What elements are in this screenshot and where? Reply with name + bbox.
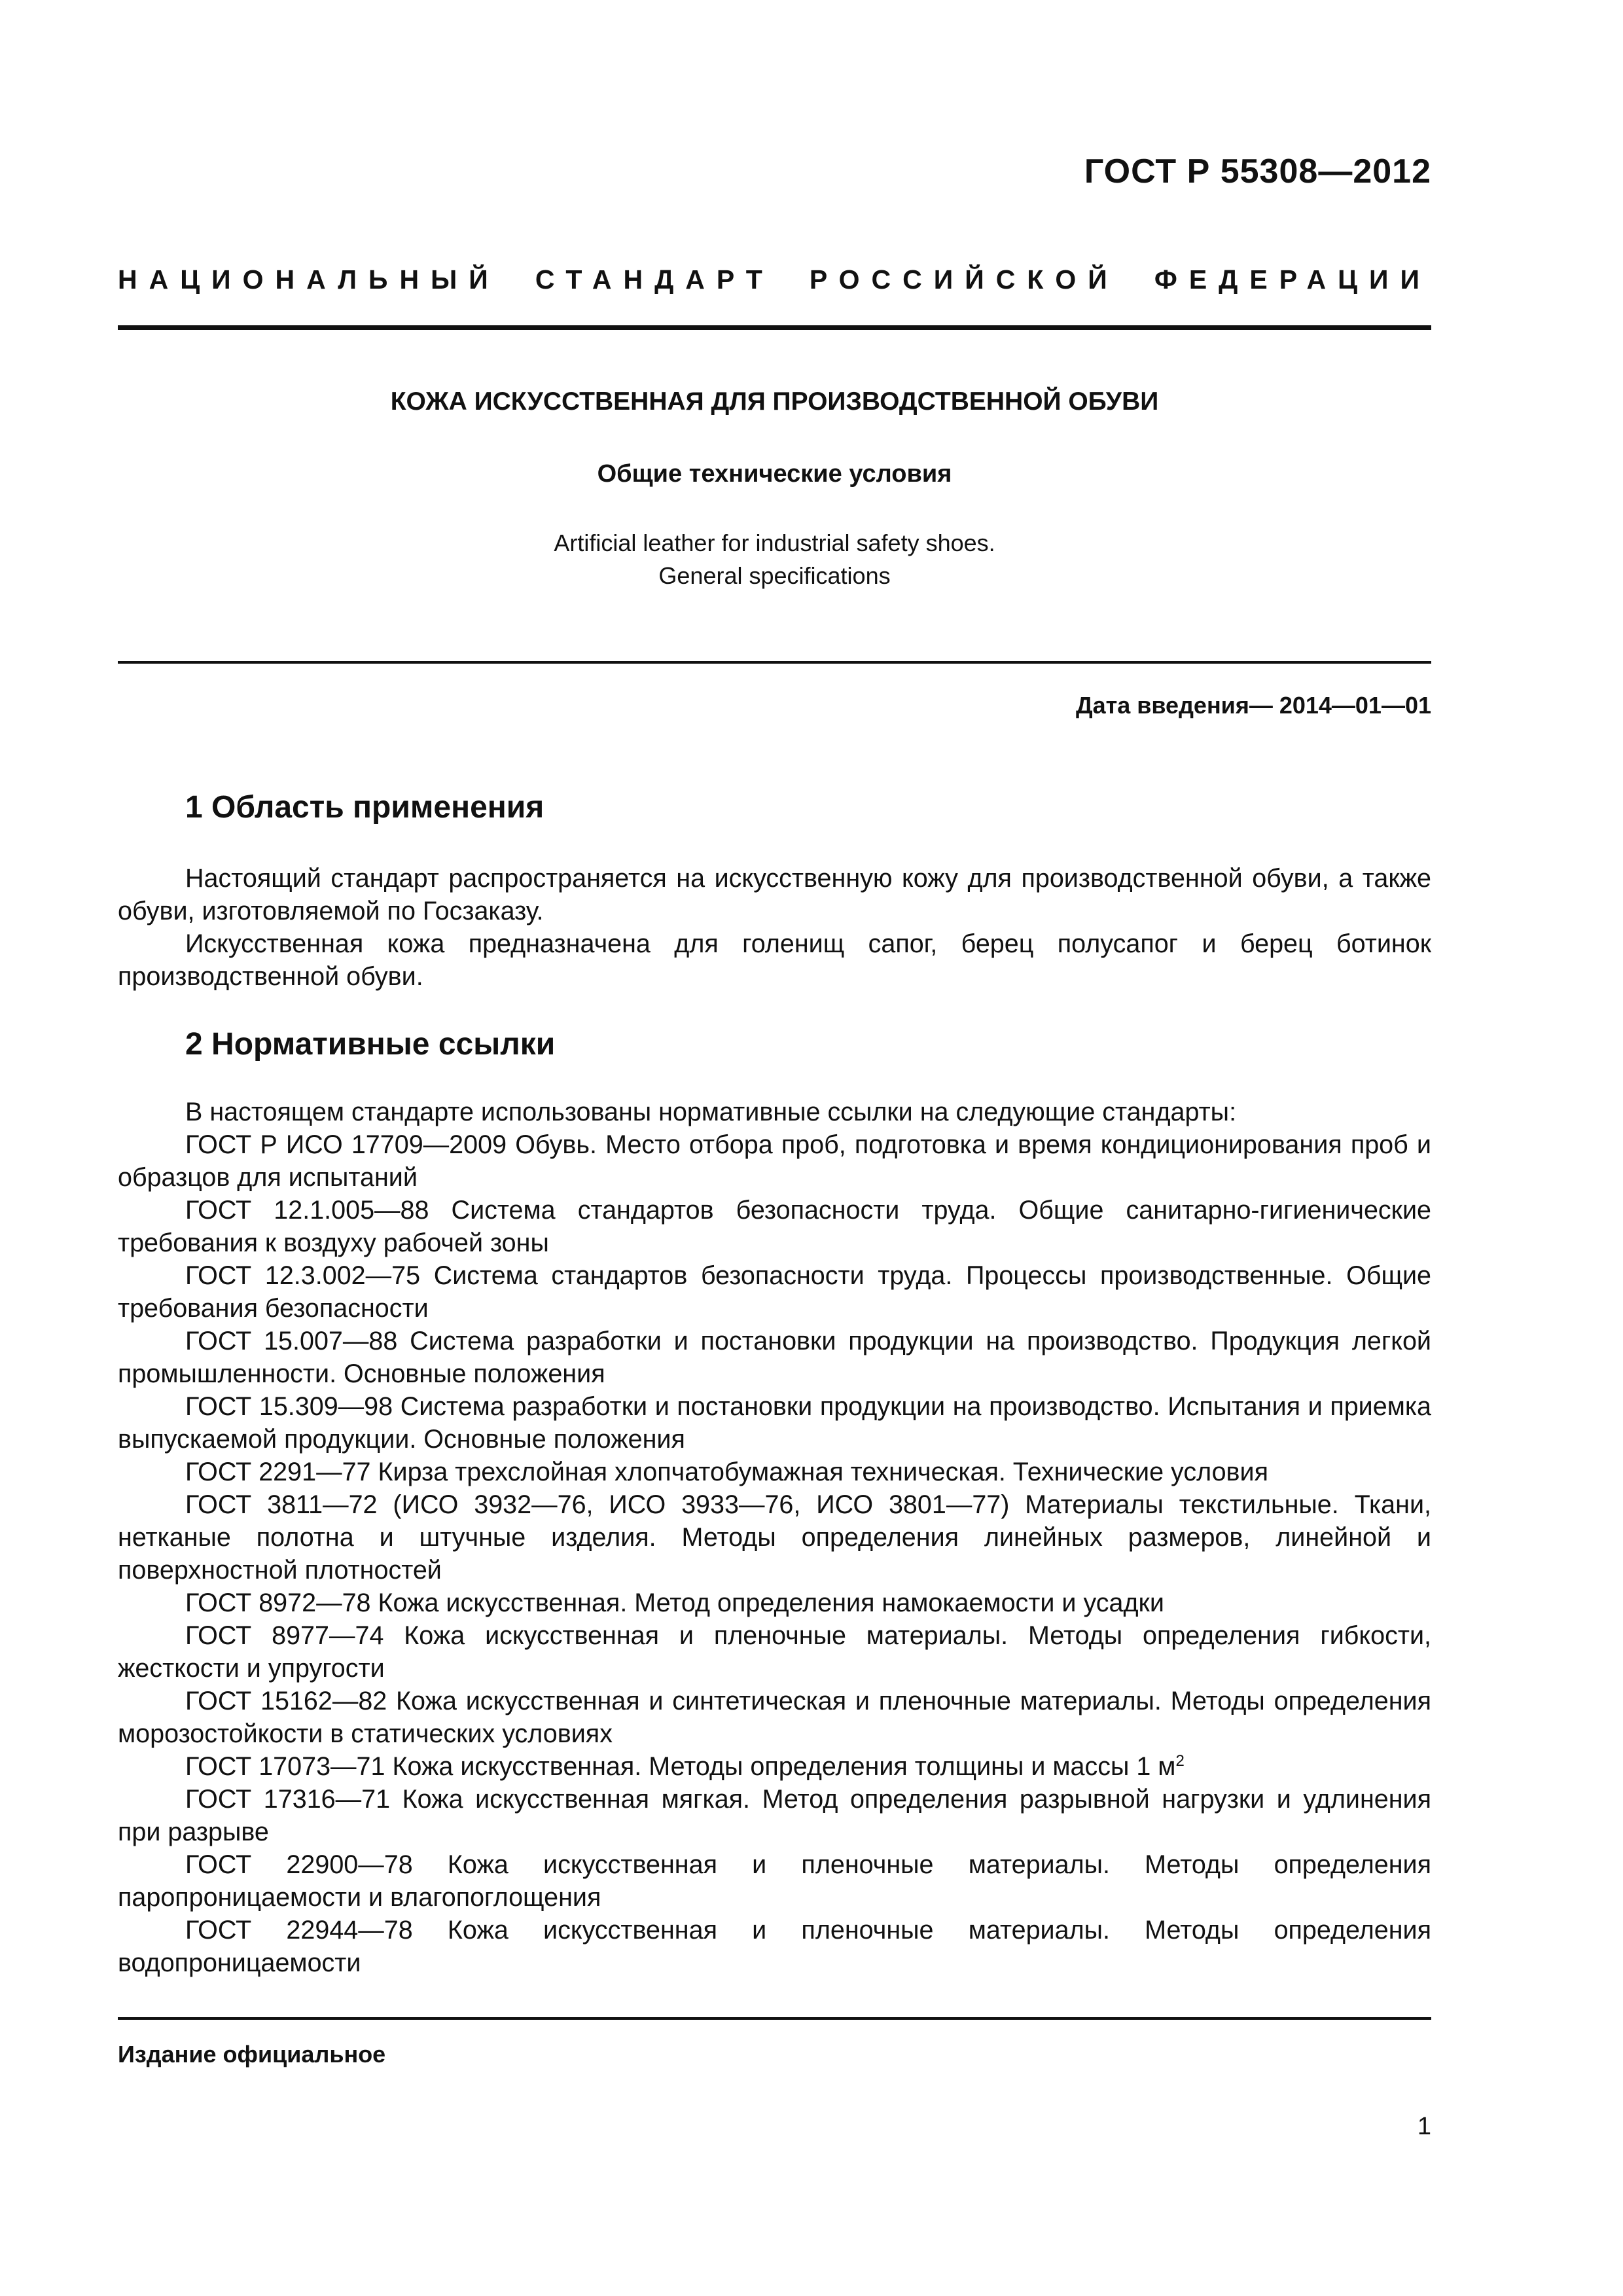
page-number: 1 <box>1417 2113 1431 2140</box>
reference-item: ГОСТ 8972—78 Кожа искусственная. Метод определения намокаемости и усадки <box>185 1588 1164 1617</box>
reference-item: ГОСТ 2291—77 Кирза трехслойная хлопчатобумажная техническая. Технические условия <box>185 1458 1268 1486</box>
banner-word: ФЕДЕРАЦИИ <box>1154 264 1431 295</box>
reference-item: ГОСТ 12.3.002—75 Система стандартов безопасности труда. Процессы производственные. Общие требования безопасности <box>118 1261 1431 1323</box>
reference-text: ГОСТ 17073—71 Кожа искусственная. Методы определения толщины и массы 1 м <box>185 1752 1176 1781</box>
reference-item: ГОСТ 15162—82 Кожа искусственная и синтетическая и пленочные материалы. Методы определения морозостойкости в статических условиях <box>118 1687 1431 1748</box>
reference-item: ГОСТ 8977—74 Кожа искусственная и пленочные материалы. Методы определения гибкости, жесткости и упругости <box>118 1621 1431 1683</box>
reference-item: ГОСТ 15.007—88 Система разработки и постановки продукции на производство. Продукция легкой промышленности. Основные положения <box>118 1327 1431 1388</box>
document-subtitle: Общие технические условия <box>597 460 952 488</box>
paragraph: Искусственная кожа предназначена для голенищ сапог, берец полусапог и берец ботинок производственной обуви. <box>118 929 1431 991</box>
reference-item <box>118 1750 1431 1783</box>
banner-word: НАЦИОНАЛЬНЫЙ <box>118 264 500 295</box>
banner-word: РОССИЙСКОЙ <box>809 264 1119 295</box>
document-title: КОЖА ИСКУССТВЕННАЯ ДЛЯ ПРОИЗВОДСТВЕННОЙ ОБУВИ <box>390 387 1159 416</box>
gost-number: ГОСТ Р 55308—2012 <box>1084 152 1431 190</box>
reference-item: ГОСТ 22944—78 Кожа искусственная и пленочные материалы. Методы определения водопроницаемости <box>118 1916 1431 1977</box>
section-heading: 1 Область применения <box>185 790 544 825</box>
reference-item: ГОСТ 15.309—98 Система разработки и постановки продукции на производство. Испытания и приемка выпускаемой продукции. Основные положения <box>118 1392 1431 1454</box>
section-heading: 2 Нормативные ссылки <box>185 1027 556 1062</box>
official-edition-label: Издание официальное <box>118 2041 386 2068</box>
superscript: 2 <box>1175 1751 1185 1770</box>
banner-word: СТАНДАРТ <box>535 264 774 295</box>
paragraph: В настоящем стандарте использованы нормативные ссылки на следующие стандарты: <box>185 1098 1237 1126</box>
introduction-date: Дата введения— 2014—01—01 <box>1075 692 1431 719</box>
reference-item: ГОСТ 12.1.005—88 Система стандартов безопасности труда. Общие санитарно-гигиенические требования к воздуху рабочей зоны <box>118 1196 1431 1257</box>
normative-references <box>118 1096 1431 1979</box>
reference-item: ГОСТ 17316—71 Кожа искусственная мягкая. Метод определения разрывной нагрузки и удлинения при разрыве <box>118 1785 1431 1846</box>
english-title-line: Artificial leather for industrial safety shoes. <box>554 529 995 556</box>
footer-rule <box>118 2017 1431 2020</box>
paragraph: Настоящий стандарт распространяется на искусственную кожу для производственной обуви, а также обуви, изготовляемой по Госзаказу. <box>118 864 1431 925</box>
english-title-line: General specifications <box>658 562 891 589</box>
header-rule <box>118 325 1431 330</box>
title-rule <box>118 661 1431 664</box>
section1-body <box>118 862 1431 993</box>
reference-item: ГОСТ 22900—78 Кожа искусственная и пленочные материалы. Методы определения паропроницаемости и влагопоглощения <box>118 1850 1431 1912</box>
national-standard-banner <box>118 264 1431 295</box>
reference-item: ГОСТ 3811—72 (ИСО 3932—76, ИСО 3933—76, ИСО 3801—77) Материалы текстильные. Ткани, нетканые полотна и штучные изделия. Методы определения линейных размеров, линейной и поверхностной плотностей <box>118 1490 1431 1585</box>
english-title <box>118 527 1431 592</box>
reference-item: ГОСТ Р ИСО 17709—2009 Обувь. Место отбора проб, подготовка и время кондиционирования проб и образцов для испытаний <box>118 1130 1431 1192</box>
